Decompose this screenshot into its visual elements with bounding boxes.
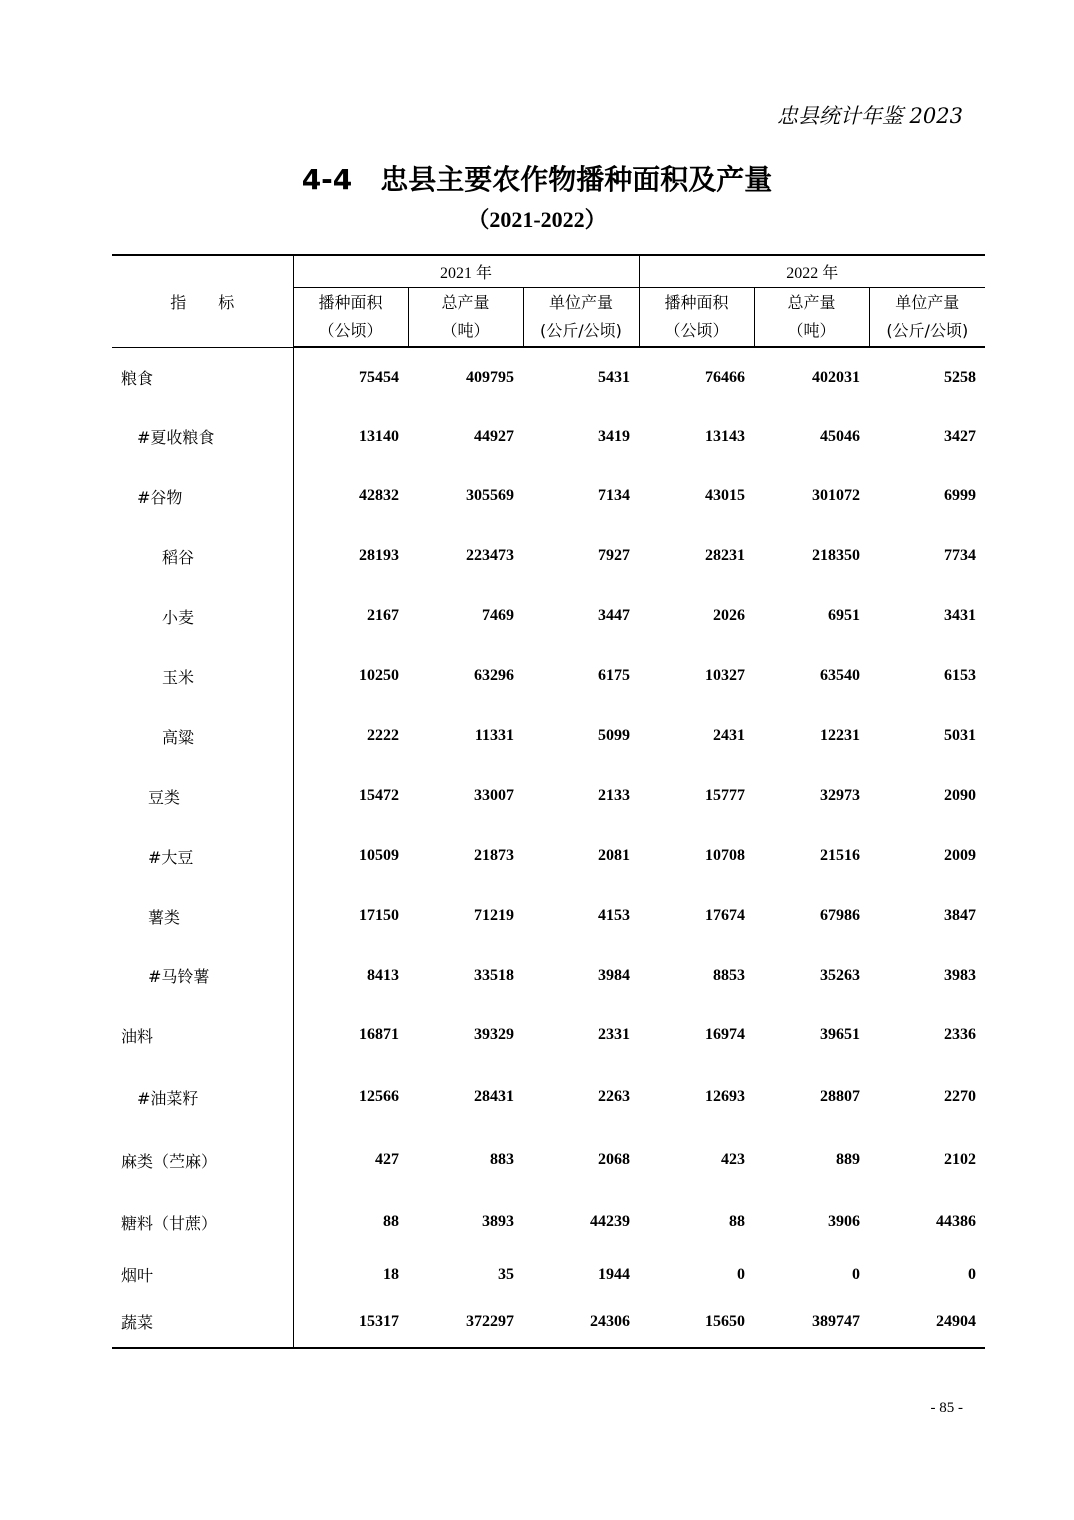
table-cell: 15472	[359, 787, 399, 804]
table-cell: 63540	[820, 667, 860, 684]
table-row	[112, 526, 985, 586]
column-header-unit: （吨）	[787, 321, 836, 340]
table-cell: 3893	[482, 1213, 514, 1230]
table-cell: 2102	[944, 1151, 977, 1168]
column-header-name: 单位产量	[548, 293, 613, 312]
table-cell: 71219	[474, 907, 514, 924]
table-cell: 7134	[598, 487, 630, 504]
table-row	[112, 1296, 985, 1348]
row-label: 豆类	[112, 766, 293, 826]
table-cell: 21873	[474, 847, 514, 864]
column-header	[293, 288, 408, 348]
column-header	[754, 288, 869, 348]
table-cell: 5099	[598, 727, 630, 744]
table-cell: 16974	[705, 1026, 745, 1043]
table-cell: 883	[490, 1151, 514, 1168]
table-row	[112, 706, 985, 766]
table-cell: 2090	[944, 787, 977, 804]
table-cell: 889	[836, 1151, 860, 1168]
table-cell: 301072	[812, 487, 860, 504]
table-cell: 43015	[705, 487, 745, 504]
table-cell: 17150	[359, 907, 399, 924]
column-header-name: 单位产量	[895, 293, 960, 312]
table-cell: 423	[721, 1151, 745, 1168]
table-cell: 409795	[466, 368, 514, 386]
table-cell: 24904	[869, 1296, 985, 1348]
table-cell: 33518	[474, 966, 514, 984]
row-label: 玉米	[112, 646, 293, 706]
row-label: #夏收粮食	[112, 407, 293, 466]
table-row	[112, 466, 985, 526]
table-cell: 32973	[820, 787, 860, 804]
table-cell: 75454	[359, 368, 399, 386]
row-label: 烟叶	[112, 1253, 293, 1296]
table-cell: 2167	[367, 607, 399, 624]
table-cell: 10708	[705, 847, 745, 864]
table-cell: 33007	[474, 787, 514, 804]
row-label: 糖料（甘蔗）	[112, 1191, 293, 1253]
table-row	[112, 1191, 985, 1253]
table-cell: 2263	[598, 1088, 630, 1105]
table-cell: 3847	[944, 907, 977, 924]
table-subtitle: （2021-2022）	[467, 207, 607, 232]
table-cell: 42832	[359, 487, 399, 504]
table-cell: 2270	[944, 1088, 977, 1105]
table-cell: 10250	[359, 667, 399, 684]
table-cell: 44386	[936, 1213, 977, 1230]
column-header-name: 总产量	[787, 293, 836, 312]
table-title: 4-4 忠县主要农作物播种面积及产量	[301, 163, 773, 196]
table-cell: 2009	[944, 847, 977, 864]
table-cell: 2336	[944, 1026, 977, 1043]
table-cell: 15777	[705, 787, 745, 804]
row-label: 高粱	[112, 706, 293, 766]
table-cell: 3427	[944, 427, 977, 445]
table-cell: 3431	[944, 607, 977, 624]
table-cell: 28193	[359, 547, 399, 564]
row-label: #马铃薯	[112, 946, 293, 1005]
column-header-unit: （公顷）	[318, 321, 383, 340]
table-cell: 4153	[598, 907, 630, 924]
table-cell: 8413	[367, 966, 399, 984]
table-cell: 12566	[359, 1088, 399, 1105]
table-cell: 35263	[820, 966, 860, 984]
row-label: 油料	[112, 1005, 293, 1065]
table-cell: 3984	[598, 966, 630, 984]
table-cell: 2026	[713, 607, 745, 624]
table-row	[112, 347, 985, 407]
table-row	[112, 1129, 985, 1191]
table-cell: 18	[383, 1265, 399, 1283]
table-cell: 21516	[820, 847, 860, 864]
table-cell: 5431	[598, 368, 630, 386]
table-row	[112, 586, 985, 646]
table-cell: 402031	[812, 368, 860, 386]
table-cell: 63296	[474, 667, 514, 684]
table-cell: 15317	[293, 1296, 408, 1348]
table-cell: 1944	[598, 1265, 630, 1283]
column-header-name: 总产量	[441, 293, 490, 312]
table-cell: 76466	[705, 368, 745, 386]
table-cell: 45046	[820, 427, 860, 445]
table-cell: 223473	[466, 547, 514, 564]
table-cell: 39651	[820, 1026, 860, 1043]
table-cell: 2133	[598, 787, 630, 804]
table-cell: 6175	[598, 667, 630, 684]
row-label: #油菜籽	[112, 1065, 293, 1129]
row-label: 小麦	[112, 586, 293, 646]
table-cell: 17674	[705, 907, 745, 924]
index-header: 指 标	[112, 255, 293, 347]
table-cell: 7734	[944, 547, 977, 564]
table-cell: 28431	[474, 1088, 514, 1105]
column-header-unit: （吨）	[441, 321, 490, 340]
table-row	[112, 1065, 985, 1129]
row-label: #谷物	[112, 466, 293, 526]
table-cell: 13140	[359, 427, 399, 445]
running-head: 忠县统计年鉴 2023	[776, 104, 963, 128]
column-header-name: 播种面积	[664, 293, 729, 312]
column-header-name: 播种面积	[318, 293, 383, 312]
table-cell: 2222	[367, 727, 399, 744]
table-cell: 427	[375, 1151, 399, 1168]
year-header-2021: 2021 年	[293, 255, 639, 288]
table-cell: 372297	[408, 1296, 523, 1348]
table-cell: 2081	[598, 847, 630, 864]
table-cell: 39329	[474, 1026, 514, 1043]
column-header	[408, 288, 523, 348]
table-cell: 24306	[523, 1296, 639, 1348]
column-header	[639, 288, 754, 348]
row-label: 薯类	[112, 886, 293, 946]
table-cell: 0	[968, 1265, 977, 1283]
table-cell: 6153	[944, 667, 977, 684]
table-cell: 0	[852, 1265, 860, 1283]
table-row	[112, 766, 985, 826]
row-label: 蔬菜	[112, 1296, 293, 1348]
table-row	[112, 1253, 985, 1296]
column-header-unit: (公斤/公顷)	[540, 321, 622, 340]
table-cell: 3419	[598, 427, 630, 445]
table-cell: 7927	[598, 547, 630, 564]
table-cell: 5031	[944, 727, 977, 744]
row-label: 稻谷	[112, 526, 293, 586]
table-cell: 7469	[482, 607, 514, 624]
column-header	[869, 288, 985, 348]
table-row	[112, 407, 985, 466]
table-cell: 11331	[474, 727, 514, 744]
table-cell: 12231	[820, 727, 860, 744]
table-cell: 28231	[705, 547, 745, 564]
crop-table	[112, 254, 977, 1349]
table-cell: 13143	[705, 427, 745, 445]
table-row	[112, 1005, 985, 1065]
table-cell: 88	[383, 1213, 399, 1230]
table-cell: 6999	[944, 487, 977, 504]
table-cell: 8853	[713, 966, 745, 984]
table-row	[112, 826, 985, 886]
table-cell: 6951	[828, 607, 860, 624]
table-cell: 88	[729, 1213, 745, 1230]
table-cell: 10509	[359, 847, 399, 864]
row-label: 粮食	[112, 347, 293, 407]
table-cell: 44239	[590, 1213, 630, 1230]
table-cell: 12693	[705, 1088, 745, 1105]
table-cell: 3983	[944, 966, 977, 984]
page-number: - 85 -	[930, 1400, 963, 1416]
column-header-unit: （公顷）	[664, 321, 729, 340]
table-row	[112, 646, 985, 706]
table-cell: 389747	[754, 1296, 869, 1348]
table-cell: 35	[498, 1265, 514, 1283]
table-cell: 218350	[812, 547, 860, 564]
column-header	[523, 288, 639, 348]
row-label: 麻类（苎麻）	[112, 1129, 293, 1191]
table-cell: 67986	[820, 907, 860, 924]
year-header-2022: 2022 年	[639, 255, 985, 288]
table-cell: 3447	[598, 607, 630, 624]
table-cell: 5258	[944, 368, 977, 386]
table-cell: 305569	[466, 487, 514, 504]
table-cell: 0	[737, 1265, 745, 1283]
row-label: #大豆	[112, 826, 293, 886]
table-cell: 2331	[598, 1026, 630, 1043]
table-cell: 3906	[828, 1213, 860, 1230]
table-cell: 28807	[820, 1088, 860, 1105]
table-cell: 44927	[474, 427, 514, 445]
table-cell: 15650	[639, 1296, 754, 1348]
table-row	[112, 886, 985, 946]
column-header-unit: (公斤/公顷)	[886, 321, 969, 340]
table-row	[112, 946, 985, 1005]
table-cell: 10327	[705, 667, 745, 684]
table-cell: 2068	[598, 1151, 630, 1168]
table-cell: 2431	[713, 727, 745, 744]
table-cell: 16871	[359, 1026, 399, 1043]
